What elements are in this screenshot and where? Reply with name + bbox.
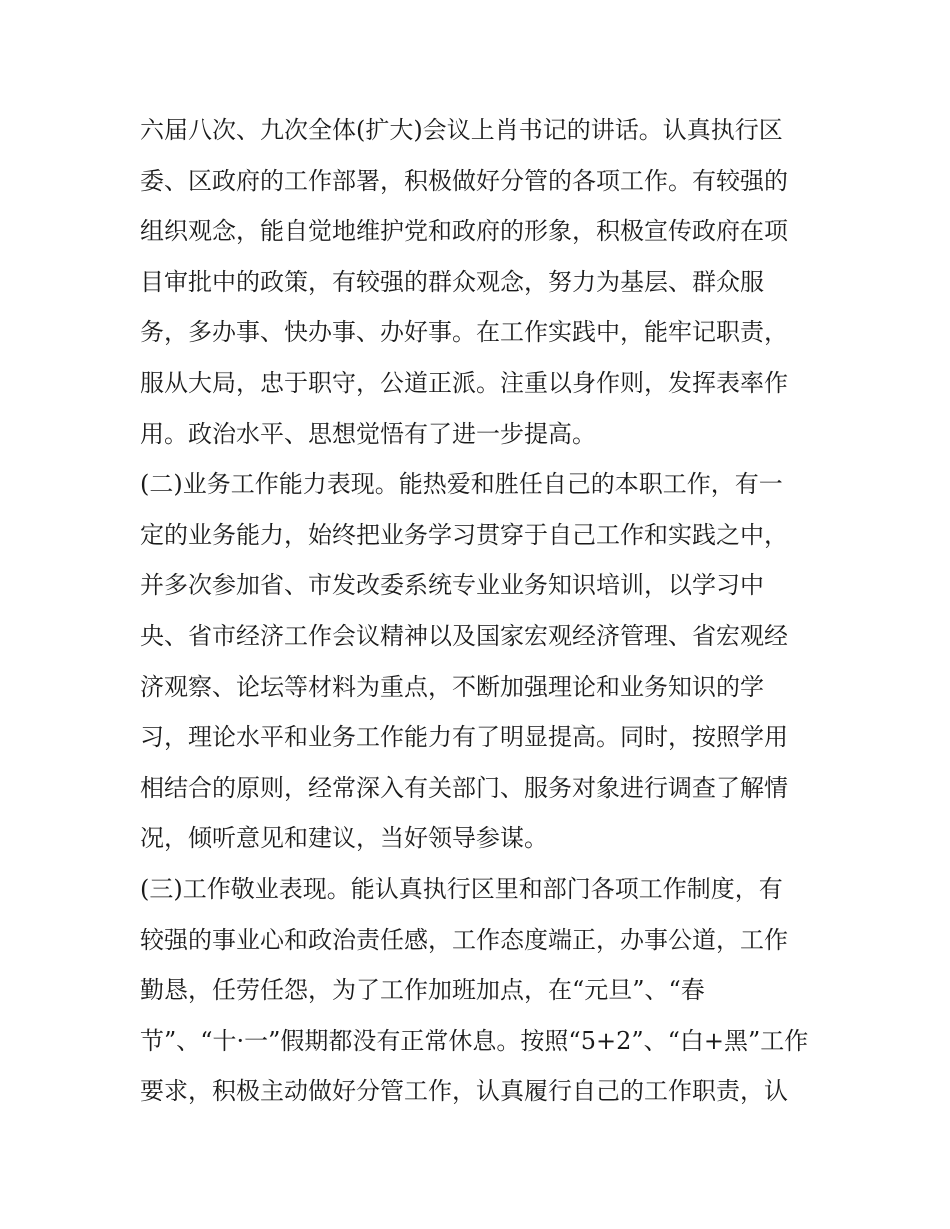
text-line: 节”、“十·一”假期都没有正常休息。按照“5+2”、“白+黑”工作 xyxy=(140,1026,809,1055)
text-line: 六届八次、九次全体(扩大)会议上肖书记的讲话。认真执行区 xyxy=(140,116,783,144)
text-line: 组织观念，能自觉地维护党和政府的形象，积极宣传政府在项 xyxy=(140,217,788,246)
text-line: 委、区政府的工作部署，积极做好分管的各项工作。有较强的 xyxy=(140,166,788,195)
text-line: (三)工作敬业表现。能认真执行区里和部门各项工作制度，有 xyxy=(140,874,783,903)
text-line: 并多次参加省、市发改委系统专业业务知识培训，以学习中 xyxy=(140,571,764,600)
text-line: 务，多办事、快办事、办好事。在工作实践中，能牢记职责， xyxy=(140,318,788,347)
document-body xyxy=(140,105,830,1117)
text-line: 定的业务能力，始终把业务学习贯穿于自己工作和实践之中， xyxy=(140,520,788,549)
text-line: (二)业务工作能力表现。能热爱和胜任自己的本职工作，有一 xyxy=(140,470,783,499)
text-line: 勤恳，任劳任怨，为了工作加班加点，在“元旦”、“春 xyxy=(140,976,705,1005)
text-line: 较强的事业心和政治责任感，工作态度端正，办事公道，工作 xyxy=(140,925,788,954)
text-line: 济观察、论坛等材料为重点，不断加强理论和业务知识的学 xyxy=(140,672,764,701)
text-line: 习，理论水平和业务工作能力有了明显提高。同时，按照学用 xyxy=(140,723,788,752)
text-line: 要求，积极主动做好分管工作，认真履行自己的工作职责，认 xyxy=(140,1077,788,1106)
text-line: 目审批中的政策，有较强的群众观念，努力为基层、群众服 xyxy=(140,267,764,296)
text-line: 用。政治水平、思想觉悟有了进一步提高。 xyxy=(140,419,596,448)
text-line: 况，倾听意见和建议，当好领导参谋。 xyxy=(140,824,548,853)
text-line: 央、省市经济工作会议精神以及国家宏观经济管理、省宏观经 xyxy=(140,621,788,650)
text-line: 服从大局，忠于职守，公道正派。注重以身作则，发挥表率作 xyxy=(140,368,788,397)
text-line: 相结合的原则，经常深入有关部门、服务对象进行调查了解情 xyxy=(140,773,788,802)
